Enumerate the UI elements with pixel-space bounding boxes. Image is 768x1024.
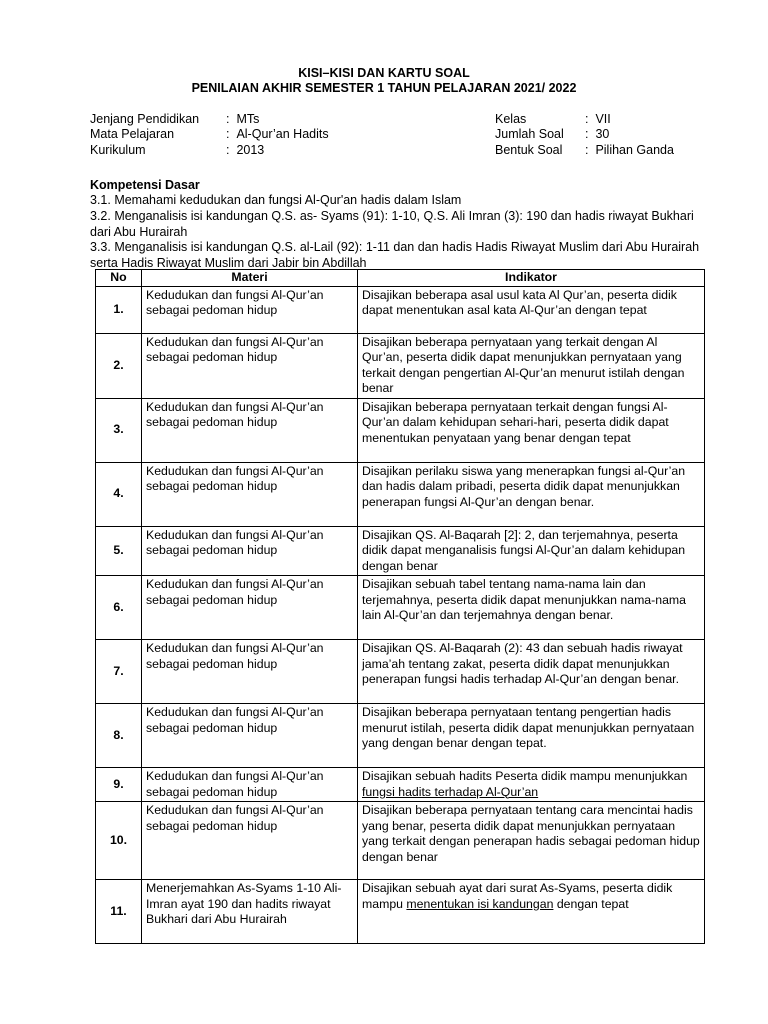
indikator-text: Disajikan sebuah ayat dari surat As-Syams, peserta didik mampu — [362, 881, 673, 911]
info-row-jumlah-soal — [495, 127, 609, 141]
row-materi: Kedudukan dan fungsi Al-Qur’an sebagai pedoman hidup — [142, 462, 358, 526]
row-indikator: Disajikan beberapa pernyataan terkait dengan fungsi Al-Qur’an dalam kehidupan sehari-hari, peserta didik dapat menentukan penyataan yang benar dengan tepat — [358, 398, 705, 462]
document-subtitle: PENILAIAN AKHIR SEMESTER 1 TAHUN PELAJARAN 2021/ 2022 — [191, 81, 577, 95]
kompetensi-heading: Kompetensi Dasar — [90, 178, 200, 192]
row-indikator: Disajikan QS. Al-Baqarah [2]: 2, dan terjemahnya, peserta didik dapat menganalisis fungsi Al-Qur’an dalam kehidupan dengan benar — [358, 526, 705, 576]
row-number: 9. — [96, 768, 142, 802]
indikator-text-after: dengan tepat — [553, 896, 629, 911]
info-label: Jumlah Soal — [495, 127, 564, 141]
row-number: 4. — [96, 462, 142, 526]
row-materi: Kedudukan dan fungsi Al-Qur’an sebagai pedoman hidup — [142, 576, 358, 640]
info-separator: : — [226, 127, 230, 141]
info-label: Mata Pelajaran — [90, 127, 175, 141]
column-header-no: No — [96, 270, 142, 287]
column-header-materi: Materi — [142, 270, 358, 287]
info-row-bentuk-soal — [495, 143, 674, 157]
row-materi: Kedudukan dan fungsi Al-Qur’an sebagai pedoman hidup — [142, 398, 358, 462]
column-header-indikator: Indikator — [358, 270, 705, 287]
indikator-underlined-text: fungsi hadits terhadap Al-Qur’an — [362, 784, 539, 799]
table-row — [96, 286, 705, 333]
row-number: 1. — [96, 286, 142, 333]
table-row — [96, 398, 705, 462]
info-value: 2013 — [236, 143, 265, 157]
table-row — [96, 704, 705, 768]
row-number: 7. — [96, 640, 142, 704]
row-materi: Kedudukan dan fungsi Al-Qur’an sebagai pedoman hidup — [142, 286, 358, 333]
info-row-jenjang — [90, 112, 259, 126]
info-separator: : — [226, 143, 230, 157]
info-row-kelas — [495, 112, 611, 126]
row-materi: Kedudukan dan fungsi Al-Qur’an sebagai pedoman hidup — [142, 526, 358, 576]
table-row — [96, 768, 705, 802]
info-label: Jenjang Pendidikan — [90, 112, 200, 126]
row-indikator: Disajikan beberapa pernyataan tentang pengertian hadis menurut istilah, peserta didik dapat menunjukkan pernyataan yang dengan benar dengan tepat. — [358, 704, 705, 768]
row-indikator — [358, 768, 705, 802]
info-value: VII — [595, 112, 611, 126]
row-indikator: Disajikan QS. Al-Baqarah (2): 43 dan sebuah hadis riwayat jama’ah tentang zakat, peserta didik dapat menunjukkan penerapan fungsi hadis terhadap Al-Qur’an dengan benar. — [358, 640, 705, 704]
info-value: MTs — [236, 112, 260, 126]
row-materi: Kedudukan dan fungsi Al-Qur’an sebagai pedoman hidup — [142, 333, 358, 398]
kompetensi-item: 3.2. Menganalisis isi kandungan Q.S. as- Syams (91): 1-10, Q.S. Ali Imran (3): 190 dan hadis riwayat Bukhari dari Abu Hurairah — [90, 209, 694, 239]
table-row — [96, 462, 705, 526]
table-row — [96, 880, 705, 944]
row-number: 6. — [96, 576, 142, 640]
indikator-underlined-text: menentukan isi kandungan — [406, 896, 554, 911]
info-value: 30 — [595, 127, 610, 141]
table-row — [96, 576, 705, 640]
row-materi: Kedudukan dan fungsi Al-Qur’an sebagai pedoman hidup — [142, 802, 358, 880]
row-materi: Kedudukan dan fungsi Al-Qur’an sebagai pedoman hidup — [142, 768, 358, 802]
kompetensi-item: 3.1. Memahami kedudukan dan fungsi Al-Qur'an hadis dalam Islam — [90, 193, 462, 207]
info-row-mapel — [90, 127, 329, 141]
row-number: 10. — [96, 802, 142, 880]
row-number: 8. — [96, 704, 142, 768]
table-header-row — [96, 270, 705, 287]
row-indikator: Disajikan beberapa asal usul kata Al Qur’an, peserta didik dapat menentukan asal kata Al-Qur’an dengan tepat — [358, 286, 705, 333]
indikator-text: Disajikan sebuah hadits Peserta didik mampu menunjukkan — [362, 769, 688, 783]
row-materi: Menerjemahkan As-Syams 1-10 Ali-Imran ayat 190 dan hadits riwayat Bukhari dari Abu Hurairah — [142, 880, 358, 944]
table-row — [96, 640, 705, 704]
info-separator: : — [585, 127, 589, 141]
row-indikator: Disajikan sebuah tabel tentang nama-nama lain dan terjemahnya, peserta didik dapat menunjukkan nama-nama lain Al-Qur’an dan terjemahnya dengan benar. — [358, 576, 705, 640]
info-label: Bentuk Soal — [495, 143, 563, 157]
info-label: Kelas — [495, 112, 527, 126]
table-row — [96, 333, 705, 398]
info-value: Pilihan Ganda — [595, 143, 674, 157]
info-row-kurikulum — [90, 143, 264, 157]
row-number: 2. — [96, 333, 142, 398]
row-number: 11. — [96, 880, 142, 944]
row-number: 5. — [96, 526, 142, 576]
kompetensi-item: 3.3. Menganalisis isi kandungan Q.S. al-Lail (92): 1-11 dan dan hadis Hadis Riwayat Muslim dari Abu Hurairah serta Hadis Riwayat Muslim dari Jabir bin Abdillah — [90, 240, 700, 270]
info-separator: : — [585, 112, 589, 126]
row-indikator: Disajikan beberapa pernyataan yang terkait dengan Al Qur’an, peserta didik dapat menunjukkan pernyataan yang terkait dengan pengertian Al-Qur’an menurut istilah dengan benar — [358, 333, 705, 398]
row-number: 3. — [96, 398, 142, 462]
row-materi: Kedudukan dan fungsi Al-Qur’an sebagai pedoman hidup — [142, 704, 358, 768]
kisi-kisi-table — [95, 269, 705, 944]
document-title: KISI–KISI DAN KARTU SOAL — [298, 66, 470, 80]
table-row — [96, 802, 705, 880]
row-materi: Kedudukan dan fungsi Al-Qur’an sebagai pedoman hidup — [142, 640, 358, 704]
table-row — [96, 526, 705, 576]
info-label: Kurikulum — [90, 143, 146, 157]
row-indikator: Disajikan perilaku siswa yang menerapkan fungsi al-Qur’an dan hadis dalam pribadi, peserta didik dapat menunjukkan penerapan fungsi Al-Qur’an dengan benar. — [358, 462, 705, 526]
row-indikator — [358, 880, 705, 944]
info-separator: : — [585, 143, 589, 157]
info-separator: : — [226, 112, 230, 126]
row-indikator: Disajikan beberapa pernyataan tentang cara mencintai hadis yang benar, peserta didik dapat menunjukkan pernyataan yang terkait dengan penerapan hadis sebagai pedoman hidup dengan benar — [358, 802, 705, 880]
info-value: Al-Qur’an Hadits — [236, 127, 329, 141]
